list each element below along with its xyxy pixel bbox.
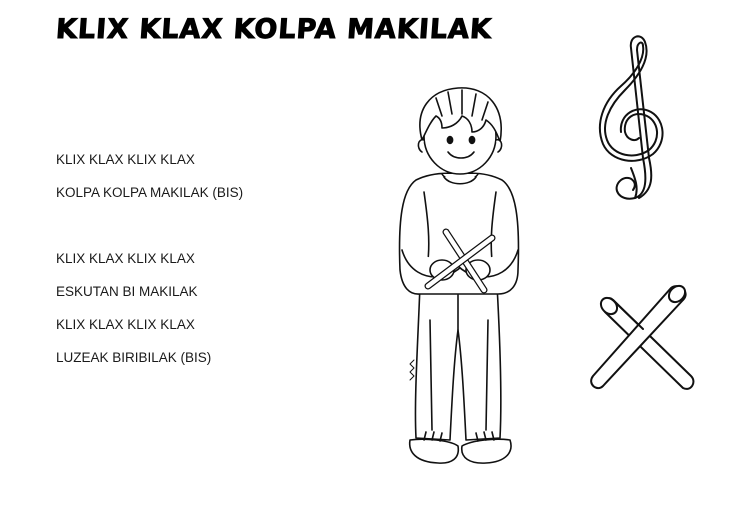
- lyrics-list: [56, 152, 243, 383]
- lyric-line: ESKUTAN BI MAKILAK: [56, 284, 198, 299]
- boy-with-sticks-illustration: [380, 80, 540, 475]
- treble-clef-icon: [595, 28, 675, 213]
- lyric-line: KLIX KLAX KLIX KLAX: [56, 251, 195, 266]
- page-title: KLIX KLAX KOLPA MAKILAK: [54, 14, 493, 45]
- lyric-line: KOLPA KOLPA MAKILAK (BIS): [56, 185, 244, 200]
- lyric-line: LUZEAK BIRIBILAK (BIS): [56, 350, 212, 365]
- crossed-sticks-icon: [583, 278, 708, 396]
- lyric-line: KLIX KLAX KLIX KLAX: [56, 317, 195, 332]
- lyric-line: KLIX KLAX KLIX KLAX: [56, 152, 195, 167]
